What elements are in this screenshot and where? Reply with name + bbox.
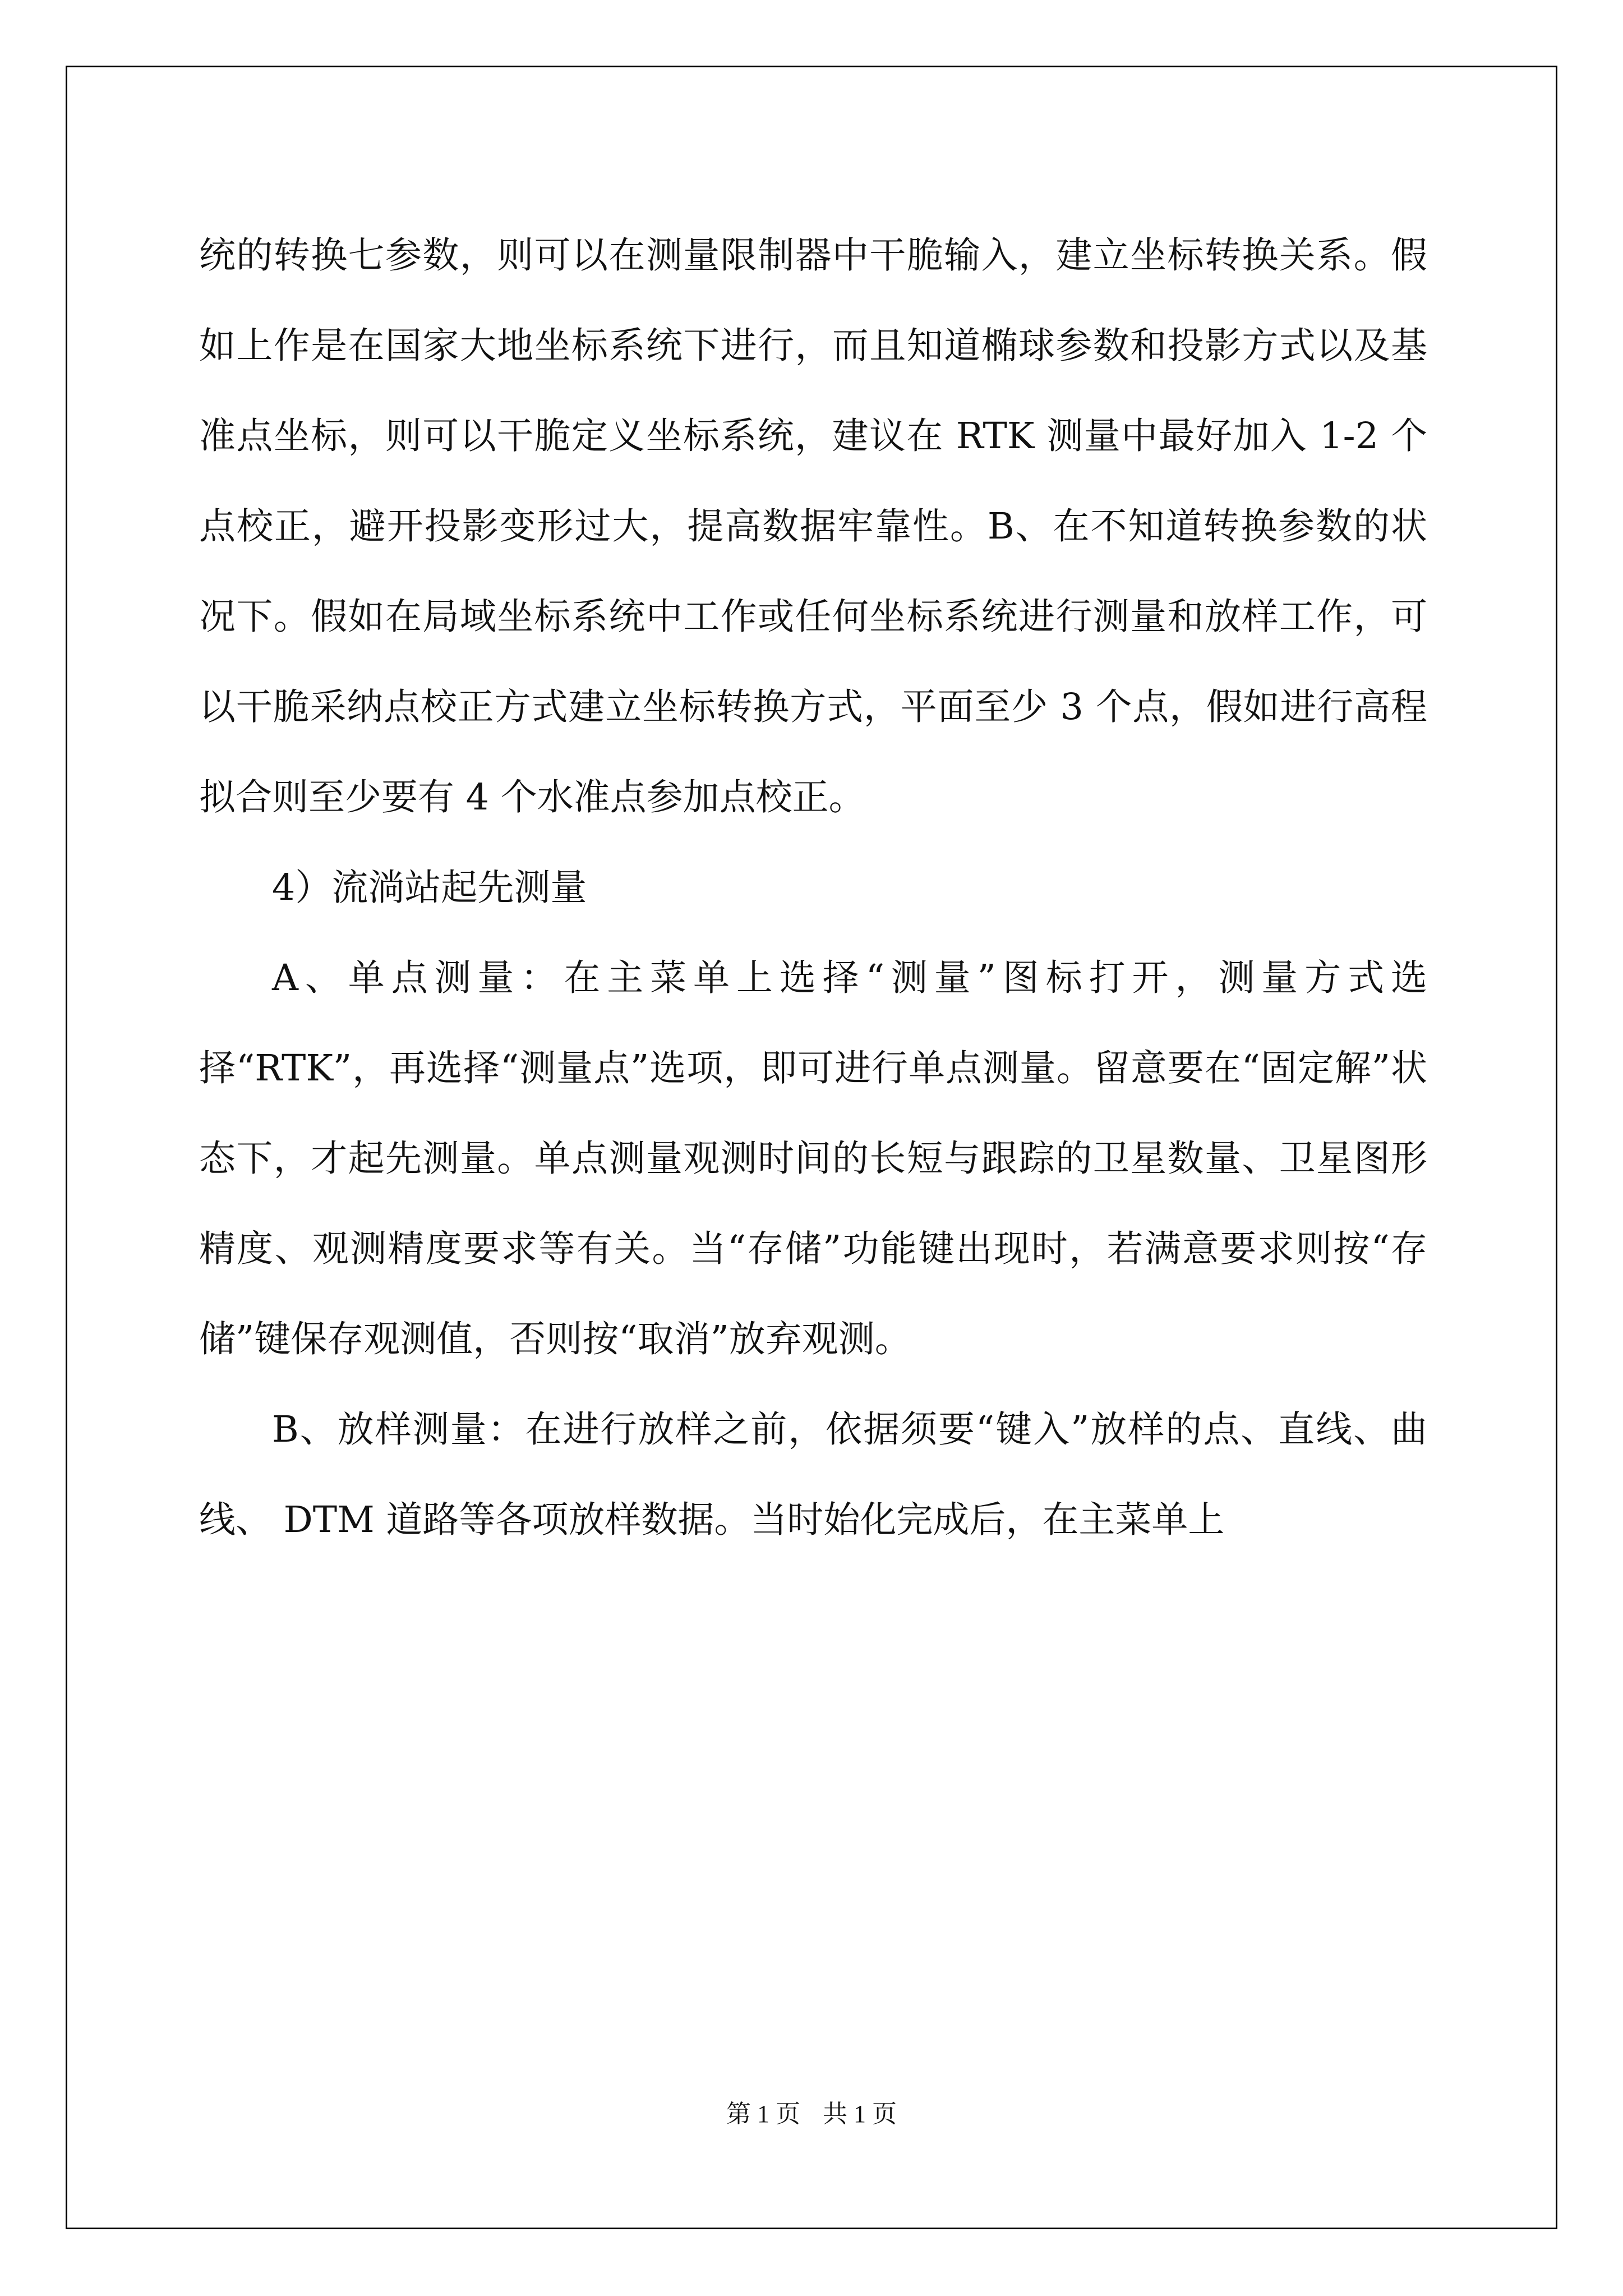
paragraph-stakeout-survey: B、放样测量：在进行放样之前，依据须要“键入”放样的点、直线、曲线、 DTM 道路等各项放样数据。当时始化完成后，在主菜单上 [199, 1409, 1427, 1541]
document-body [199, 210, 1427, 1565]
section-heading: 4）流淌站起先测量 [272, 867, 587, 909]
paragraph-single-point-survey: A、单点测量：在主菜单上选择“测量”图标打开，测量方式选择“RTK”，再选择“测量点”选项，即可进行单点测量。留意要在“固定解”状态下，才起先测量。单点测量观测时间的长短与跟踪的卫星数量、卫星图形精度、观测精度要求等有关。当“存储”功能键出现时，若满意要求则按“存储”键保存观测值，否则按“取消”放弃观测。 [199, 957, 1427, 1360]
page-total: 共 1 页 [823, 2100, 897, 2128]
page-number: 第 1 页 [726, 2100, 800, 2128]
page-footer [0, 2093, 1623, 2129]
paragraph-continued: 统的转换七参数，则可以在测量限制器中干脆输入，建立坐标转换关系。假如上作是在国家大地坐标系统下进行，而且知道椭球参数和投影方式以及基准点坐标，则可以干脆定义坐标系统，建议在 RTK 测量中最好加入 1-2 个点校正，避开投影变形过大，提高数据牢靠性。B、在不知道转换参数的状况下。假如在局域坐标系统中工作或任何坐标系统进行测量和放样工作，可以干脆采纳点校正方式建立坐标转换方式，平面至少 3 个点，假如进行高程拟合则至少要有 4 个水准点参加点校正。 [199, 234, 1427, 818]
